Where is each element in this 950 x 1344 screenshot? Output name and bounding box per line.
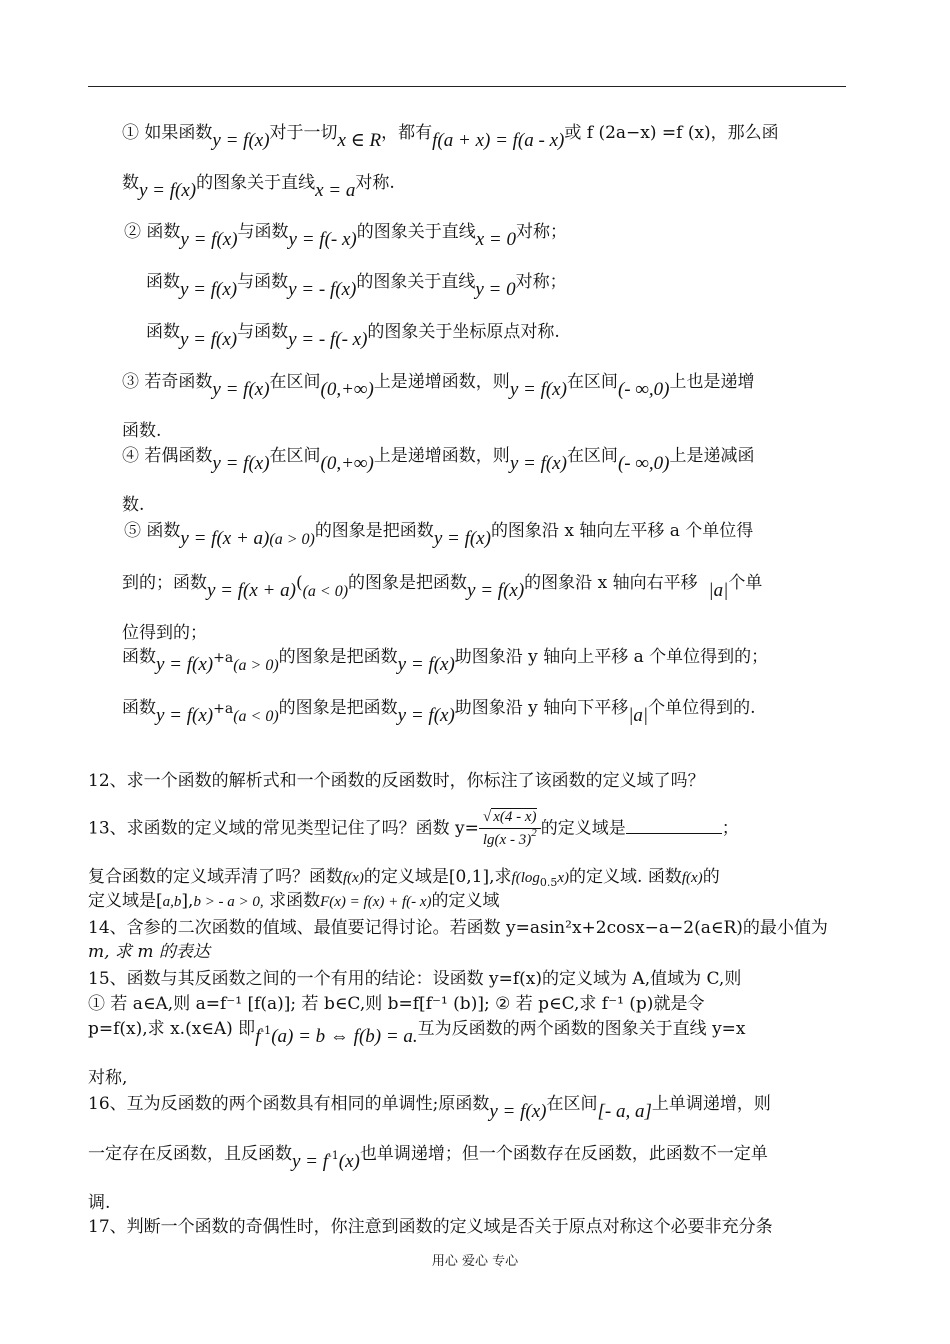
question-16 (88, 1093, 771, 1122)
text: 14、含参的二次函数的值域、最值要记得讨论。若函数 y=asin²x+2cosx−a−2(a∈R)的最小值为 (88, 918, 828, 938)
text: m, 求 m 的表达 (88, 942, 210, 962)
page-footer: 用心 爱心 专心 (431, 1254, 519, 1269)
text-line (122, 371, 755, 400)
text-line (146, 271, 567, 300)
text: 助图象沿 y 轴向上平移 a 个单位得到的； (454, 647, 769, 667)
formula: x = a (315, 180, 356, 201)
exponent: 2 (531, 827, 537, 839)
formula: y = f(x) (180, 229, 238, 250)
text: 对称； (516, 222, 567, 242)
text-line (122, 172, 395, 201)
text-line (124, 520, 754, 549)
formula: y = f(x) (397, 705, 455, 726)
text-line (88, 866, 720, 890)
formula: x ∈ R (337, 130, 382, 151)
text: 的图象关于直线 (356, 272, 476, 292)
formula: y = f(x) (156, 654, 214, 675)
text: ，都有 (381, 123, 433, 143)
text: 与函数 (237, 322, 289, 342)
text: 的图象是把函数 (278, 698, 398, 718)
text: 的图象是把函数 (348, 573, 468, 593)
formula: a,b (162, 894, 182, 910)
text: ], (181, 891, 194, 911)
formula: [- a, a] (597, 1101, 652, 1122)
formula: (a > 0) (269, 531, 315, 548)
subscript: 0.5 (539, 876, 558, 889)
formula: (0,+∞) (320, 453, 374, 474)
formula: y = - f(x) (288, 279, 357, 300)
text: 在区间 (566, 372, 618, 392)
text: 的图象沿 x 轴向右平移 (524, 573, 698, 593)
formula: y = f(x) (212, 379, 270, 400)
text: p=f(x),求 x.(x∈A) 即 (88, 1019, 256, 1039)
text: ( (295, 573, 303, 593)
formula: x = 0 (475, 229, 516, 250)
text: 上也是递增 (669, 372, 755, 392)
text: 位得到的； (122, 623, 207, 643)
text: 上是递增函数，则 (373, 446, 510, 466)
formula: f (255, 1026, 261, 1047)
text: 也单调递增；但一个函数存在反函数，此函数不一定单 (359, 1144, 768, 1164)
text-line (88, 1192, 110, 1214)
formula: y = f(x) (156, 705, 214, 726)
text: 个单位得到的. (648, 698, 756, 718)
text: 对称, (88, 1068, 128, 1088)
text: 在区间 (546, 1094, 598, 1114)
formula: y = 0 (475, 279, 516, 300)
text: 的定义域是 (540, 818, 626, 839)
text: 数 (122, 173, 139, 193)
formula: y = f(x) (180, 279, 238, 300)
text-line (88, 993, 704, 1015)
text: 上是递增函数，则 (373, 372, 510, 392)
text: 15、函数与其反函数之间的一个有用的结论：设函数 y=f(x)的定义域为 A,值域为 C,则 (88, 969, 742, 989)
text-line (122, 646, 769, 675)
text: +a (213, 650, 234, 666)
text: 个单 (728, 573, 763, 593)
text: 在区间 (269, 372, 321, 392)
text: 定义域是[ (88, 891, 163, 911)
radicand: x(4 - x) (493, 809, 537, 825)
text-line (124, 221, 567, 250)
formula: f(log (511, 870, 540, 886)
formula: y = f(x + a) (180, 528, 270, 549)
text: 在区间 (566, 446, 618, 466)
text: 的图象关于直线 (196, 173, 316, 193)
formula: (a > 0) (233, 657, 279, 674)
formula: y = f(- x) (288, 229, 357, 250)
formula: y = f(x) (397, 654, 455, 675)
text-line (122, 445, 755, 474)
text: 的定义域. 函数 (569, 867, 682, 887)
denominator-text: lg(x - 3) (482, 832, 532, 848)
text: +a (213, 701, 234, 717)
text-line (122, 697, 756, 726)
formula: (- ∞,0) (617, 453, 670, 474)
formula: y = f(x + a) (207, 580, 296, 601)
text: 的图象是把函数 (314, 521, 434, 541)
text: 与函数 (237, 222, 289, 242)
text-line (88, 1067, 127, 1089)
text: 助图象沿 y 轴向下平移 (454, 698, 629, 718)
formula: y = f (292, 1151, 329, 1172)
text: 一定存在反函数，且反函数 (88, 1144, 292, 1164)
formula: (a) = b ⇔ f(b) = a. (271, 1026, 418, 1047)
text: ③ 若奇函数 (122, 372, 213, 392)
formula: (x) (338, 1151, 360, 1172)
formula: (- ∞,0) (617, 379, 670, 400)
text: ② 函数 (124, 222, 181, 242)
formula: y = - f(- x) (288, 329, 368, 350)
formula: y = f(x) (509, 379, 567, 400)
text: 到的；函数 (122, 573, 207, 593)
text: 17、判断一个函数的奇偶性时，你注意到函数的定义域是否关于原点对称这个必要非充分条 (88, 1217, 773, 1237)
text: 的定义域是[0,1],求 (363, 867, 512, 887)
text: 上是递减函 (669, 446, 755, 466)
text: 互为反函数的两个函数的图象关于直线 y=x (417, 1019, 746, 1039)
text: 对称； (515, 272, 567, 292)
text: 的定义域 (431, 891, 500, 911)
formula: (a < 0) (233, 708, 279, 725)
formula: |a| (708, 580, 729, 601)
text: 数. (122, 495, 145, 515)
formula: b > - a > 0, (193, 894, 264, 910)
text: 函数 (122, 698, 156, 718)
text: 函数 (146, 322, 180, 342)
formula: (a < 0) (302, 583, 349, 600)
header-rule (88, 86, 846, 87)
formula: y = f(x) (489, 1101, 547, 1122)
formula: x) (557, 870, 570, 886)
text: 16、互为反函数的两个函数具有相同的单调性;原函数 (88, 1094, 490, 1114)
formula: y = f(x) (212, 453, 270, 474)
exponent: -1 (328, 1149, 339, 1162)
fraction-numerator: √ x(4 - x) (479, 806, 541, 829)
text: 或 f (2a−x) =f (x)，那么函 (564, 123, 779, 143)
formula: f(a + x) = f(a - x) (432, 130, 565, 151)
text-line (88, 890, 500, 913)
text: 的 (702, 867, 720, 887)
question-15 (88, 968, 741, 990)
text: 与函数 (237, 272, 289, 292)
text: 对称. (355, 173, 395, 193)
text: 的图象关于坐标原点对称. (367, 322, 560, 342)
formula: |a| (628, 705, 649, 726)
text: ⑤ 函数 (124, 521, 181, 541)
text: ④ 若偶函数 (122, 446, 213, 466)
text: 12、求一个函数的解析式和一个函数的反函数时，你标注了该函数的定义域了吗？ (88, 771, 705, 791)
fraction (479, 806, 541, 852)
text-line (88, 1018, 746, 1047)
text: 求函数 (263, 891, 321, 911)
question-13 (88, 806, 739, 852)
text-line (122, 494, 144, 516)
formula: F(x) = f(x) + f(- x) (320, 894, 432, 910)
question-17 (88, 1216, 773, 1238)
question-12 (88, 770, 705, 792)
formula: f(x) (343, 870, 364, 886)
text-line (88, 941, 210, 963)
formula: y = f(x) (212, 130, 270, 151)
text-line (122, 122, 779, 151)
text: ① 如果函数 (122, 123, 213, 143)
formula: y = f(x) (180, 329, 238, 350)
text: 的图象是把函数 (278, 647, 398, 667)
text-line (88, 1143, 768, 1172)
text: 上单调递增，则 (651, 1094, 771, 1114)
text: 的图象关于直线 (356, 222, 476, 242)
formula: (0,+∞) (320, 379, 374, 400)
text: 在区间 (269, 446, 321, 466)
text: 调. (88, 1193, 111, 1213)
text: 函数 (146, 272, 180, 292)
formula: y = f(x) (509, 453, 567, 474)
formula: y = f(x) (139, 180, 197, 201)
text: 对于一切 (269, 123, 338, 143)
text: ； (721, 818, 739, 839)
formula: y = f(x) (433, 528, 491, 549)
text: 13、求函数的定义域的常见类型记住了吗？函数 y= (88, 818, 479, 839)
text-line (146, 321, 560, 350)
text-line (122, 420, 161, 442)
text: 复合函数的定义域弄清了吗？函数 (88, 867, 343, 887)
text: ① 若 a∈A,则 a=f⁻¹ [f(a)]; 若 b∈C,则 b=f[f⁻¹ (b)]; ② 若 p∈C,求 f⁻¹ (p)就是令 (88, 994, 705, 1014)
text: 函数. (122, 421, 162, 441)
fraction-denominator (479, 829, 541, 852)
formula: y = f(x) (467, 580, 525, 601)
text: 函数 (122, 647, 156, 667)
question-14 (88, 917, 828, 939)
answer-blank (626, 817, 722, 834)
text-line (122, 572, 763, 601)
text-line (122, 622, 207, 644)
text: 的图象沿 x 轴向左平移 a 个单位得 (490, 521, 754, 541)
exponent: -1 (260, 1024, 272, 1037)
formula: f(x) (681, 870, 703, 886)
